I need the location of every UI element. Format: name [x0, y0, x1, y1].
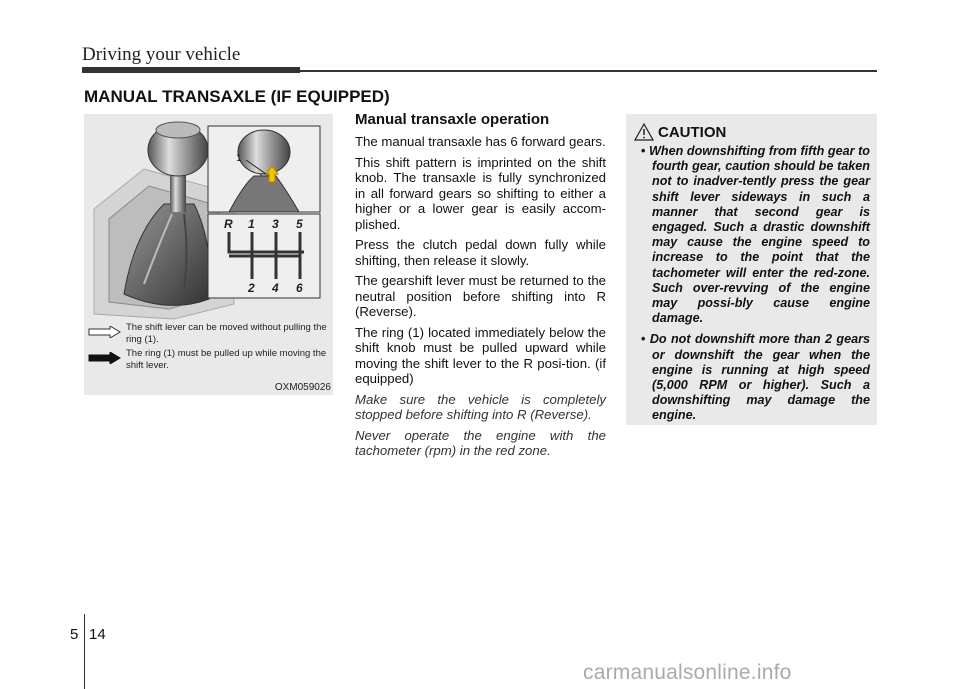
chapter-number: 5: [70, 626, 79, 643]
paragraph: The gearshift lever must be returned to the neutral position before shifting into R (Reverse).: [355, 273, 606, 319]
header-bar: [82, 67, 300, 73]
italic-note: Never operate the engine with the tachometer (rpm) in the red zone.: [355, 427, 606, 458]
callout-label: 1: [236, 153, 242, 164]
gear-5-label: 5: [296, 217, 303, 231]
caption-line-1: The shift lever can be moved without pulling the ring (1).: [126, 322, 327, 345]
gear-4-label: 4: [272, 281, 279, 295]
caution-list: [636, 144, 870, 430]
gear-r-label: R: [224, 217, 233, 231]
caution-item: • When downshifting from fifth gear to fourth gear, caution should be taken not to inadver-tently press the gear shift lever sideways in such a manner that second gear is engaged. Such a drastic downshift may cause the engine speed to increase to the point that the tachometer will enter the red-zone. Such over-revving of the engine may possi-bly cause engine damage.: [636, 144, 870, 326]
watermark: carmanualsonline.info: [583, 661, 792, 684]
paragraph: The manual transaxle has 6 forward gears.: [355, 134, 606, 149]
header-rule: [300, 70, 877, 72]
warning-triangle-icon: [634, 123, 654, 141]
figure-caption: [84, 320, 333, 378]
caution-header: [634, 123, 726, 141]
gear-2-label: 2: [248, 281, 255, 295]
gear-shift-illustration: [84, 114, 333, 320]
caution-title: CAUTION: [658, 123, 727, 141]
solid-arrow-icon: [88, 352, 122, 364]
outline-arrow-icon: [88, 326, 122, 338]
section-title: MANUAL TRANSAXLE (IF EQUIPPED): [84, 87, 390, 106]
header-title: Driving your vehicle: [82, 44, 241, 65]
caution-item: • Do not downshift more than 2 gears or downshift the gear when the engine is running at high speed (5,000 RPM or higher). Such a downshifting may damage the engine.: [636, 332, 870, 423]
main-column: [355, 111, 606, 464]
italic-note: Make sure the vehicle is completely stopped before shifting into R (Reverse).: [355, 391, 606, 422]
gear-3-label: 3: [272, 217, 279, 231]
paragraph: Press the clutch pedal down fully while shifting, then release it slowly.: [355, 237, 606, 268]
caution-box: [626, 114, 877, 425]
main-heading: Manual transaxle operation: [355, 111, 550, 128]
footer-divider: [84, 614, 85, 689]
figure: [84, 114, 333, 395]
gear-1-label: 1: [248, 217, 255, 231]
paragraph: The ring (1) located immediately below the shift knob must be pulled upward while moving the shift lever to the R posi-tion. (if equipped): [355, 324, 606, 386]
figure-code: OXM059026: [274, 382, 331, 393]
paragraph: This shift pattern is imprinted on the shift knob. The transaxle is fully synchronized in all forward gears so shifting to either a higher or a lower gear is easily accom-plished.: [355, 154, 606, 232]
gear-6-label: 6: [296, 281, 303, 295]
page-number: 14: [89, 626, 106, 643]
caption-line-2: The ring (1) must be pulled up while moving the shift lever.: [126, 348, 327, 371]
